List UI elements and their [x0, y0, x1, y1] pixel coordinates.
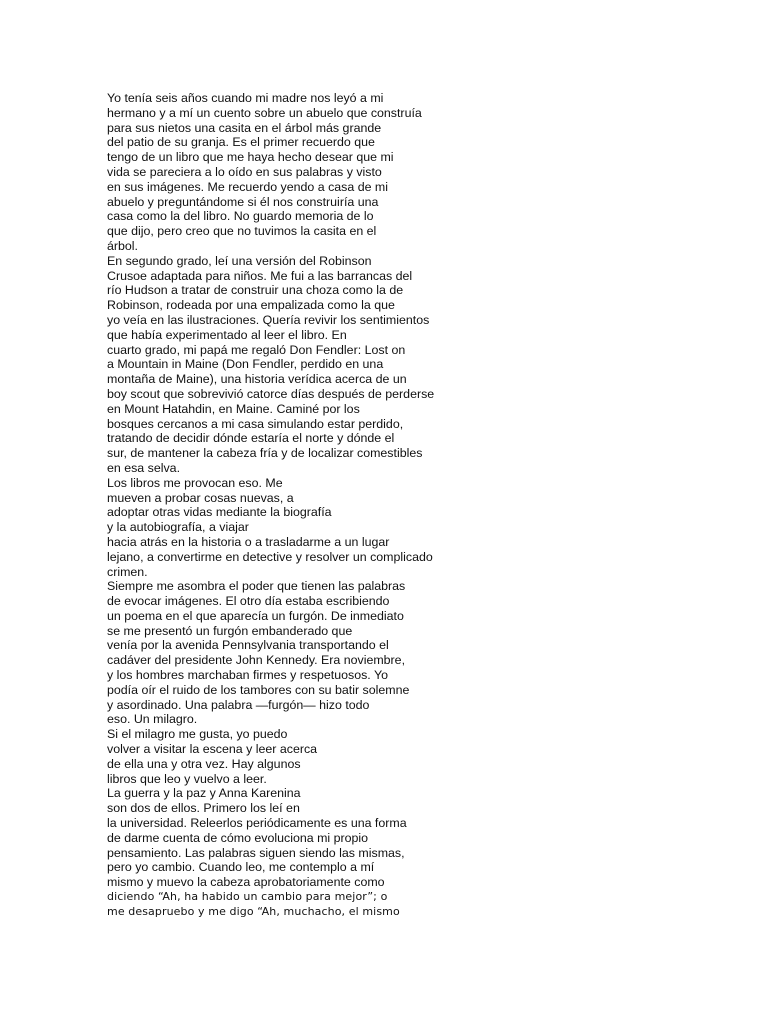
text-line: a Mountain in Maine (Don Fendler, perdido en una [107, 357, 384, 372]
text-line: la universidad. Releerlos periódicamente es una forma [107, 816, 407, 831]
text-line: se me presentó un furgón embanderado que [107, 623, 353, 638]
body-text [107, 91, 447, 920]
text-line: Si el milagro me gusta, yo puedo [107, 727, 288, 742]
text-line: Yo tenía seis años cuando mi madre nos leyó a mi [107, 91, 384, 105]
text-line: vida se pareciera a lo oído en sus palabras y visto [107, 164, 382, 179]
text-line: en sus imágenes. Me recuerdo yendo a casa de mi [107, 179, 389, 194]
text-line: libros que leo y vuelvo a leer. [107, 771, 267, 786]
text-line: venía por la avenida Pennsylvania transportando el [107, 638, 389, 653]
text-line: que había experimentado al leer el libro. En [107, 327, 347, 342]
text-line: bosques cercanos a mi casa simulando estar perdido, [107, 416, 404, 431]
text-line: me desapruebo y me digo “Ah, muchacho, el mismo [107, 904, 400, 918]
text-line: pensamiento. Las palabras siguen siendo las mismas, [107, 845, 405, 860]
text-line: cadáver del presidente John Kennedy. Era noviembre, [107, 653, 406, 668]
text-line: para sus nietos una casita en el árbol más grande [107, 120, 382, 135]
text-line: Siempre me asombra el poder que tienen las palabras [107, 579, 406, 594]
text-line: adoptar otras vidas mediante la biografía [107, 505, 332, 520]
text-line: Los libros me provocan eso. Me [107, 475, 283, 490]
text-line: árbol. [107, 238, 138, 253]
text-line: abuelo y preguntándome si él nos construiría una [107, 194, 379, 209]
text-line: que dijo, pero creo que no tuvimos la casita en el [107, 224, 377, 239]
text-line: hermano y a mí un cuento sobre un abuelo que construía [107, 105, 422, 120]
text-line: un poema en el que aparecía un furgón. De inmediato [107, 608, 404, 623]
text-line: hacia atrás en la historia o a trasladarme a un lugar [107, 534, 390, 549]
text-line: y los hombres marchaban firmes y respetuosos. Yo [107, 668, 388, 683]
text-line: Robinson, rodeada por una empalizada como la que [107, 298, 395, 313]
text-line: en esa selva. [107, 460, 181, 475]
text-line: lejano, a convertirme en detective y resolver un complicado [107, 549, 433, 564]
text-line: casa como la del libro. No guardo memoria de lo [107, 209, 374, 224]
text-line: del patio de su granja. Es el primer recuerdo que [107, 135, 375, 150]
text-line: tratando de decidir dónde estaría el norte y dónde el [107, 431, 395, 446]
text-line: y asordinado. Una palabra —furgón— hizo todo [107, 697, 370, 712]
text-line: río Hudson a tratar de construir una choza como la de [107, 283, 404, 298]
text-line: La guerra y la paz y Anna Karenina [107, 786, 301, 801]
text-line: yo veía en las ilustraciones. Quería revivir los sentimientos [107, 312, 430, 327]
text-line: son dos de ellos. Primero los leí en [107, 801, 300, 816]
text-line: sur, de mantener la cabeza fría y de localizar comestibles [107, 446, 423, 461]
text-line: eso. Un milagro. [107, 712, 198, 727]
text-line: mueven a probar cosas nuevas, a [107, 490, 294, 505]
text-line: de ella una y otra vez. Hay algunos [107, 756, 301, 771]
text-line: pero yo cambio. Cuando leo, me contemplo a mí [107, 860, 375, 875]
text-line: y la autobiografía, a viajar [107, 520, 249, 535]
text-line: crimen. [107, 564, 148, 579]
text-line: cuarto grado, mi papá me regaló Don Fendler: Lost on [107, 342, 406, 357]
text-line: diciendo “Ah, ha habido un cambio para mejor”; o [107, 890, 388, 904]
text-line: mismo y muevo la cabeza aprobatoriamente como [107, 875, 385, 890]
text-line: boy scout que sobrevivió catorce días después de perderse [107, 386, 435, 401]
text-line: volver a visitar la escena y leer acerca [107, 742, 318, 757]
text-line: Crusoe adaptada para niños. Me fui a las barrancas del [107, 268, 413, 283]
text-line: montaña de Maine), una historia verídica acerca de un [107, 372, 407, 387]
text-line: de darme cuenta de cómo evoluciona mi propio [107, 830, 369, 845]
text-line: de evocar imágenes. El otro día estaba escribiendo [107, 594, 390, 609]
text-line: en Mount Hatahdin, en Maine. Caminé por los [107, 401, 360, 416]
text-line: tengo de un libro que me haya hecho desear que mi [107, 150, 394, 165]
text-line: podía oír el ruido de los tambores con su batir solemne [107, 682, 410, 697]
text-line: En segundo grado, leí una versión del Robinson [107, 253, 372, 268]
